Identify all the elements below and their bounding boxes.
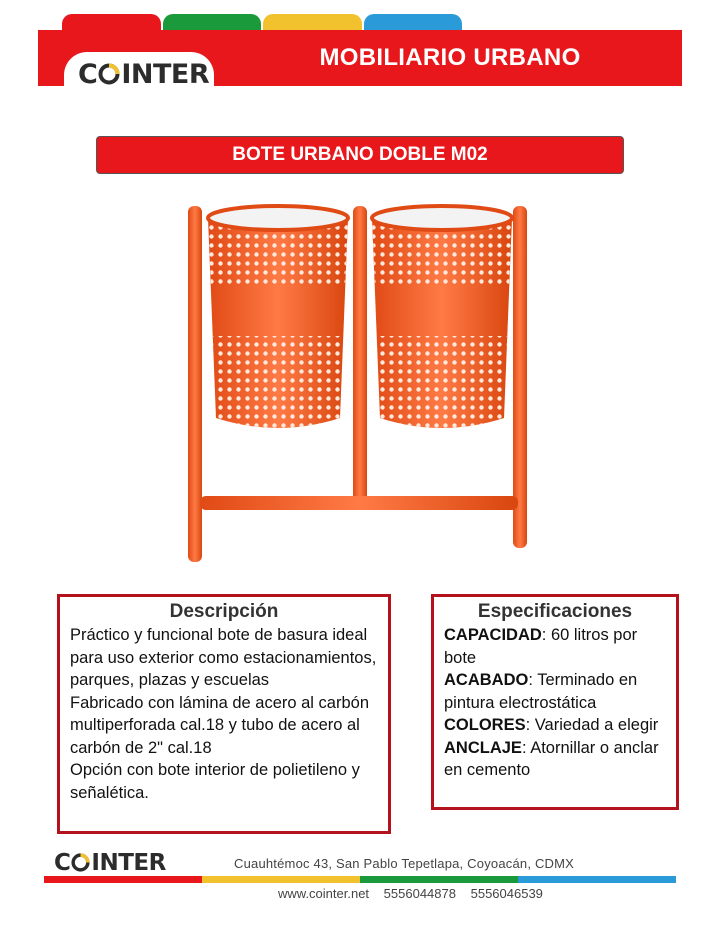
- spec-colores: COLORES: Variedad a elegir: [444, 716, 659, 734]
- footer-logo: C INTER: [54, 850, 166, 876]
- logo-o-icon: [98, 63, 120, 85]
- description-text-3: Opción con bote interior de polietileno y señalética.: [70, 761, 360, 802]
- left-pole: [188, 206, 202, 562]
- page-title: MOBILIARIO URBANO: [319, 44, 581, 71]
- footer-logo-o-icon: [71, 853, 90, 872]
- footer-contact: [278, 886, 553, 901]
- center-pole: [353, 206, 367, 506]
- right-pole: [513, 206, 527, 548]
- specifications-box: [431, 594, 679, 810]
- description-text-2: Fabricado con lámina de acero al carbón multiperforada cal.18 y tubo de acero al carbón de 2" cal.18: [70, 693, 370, 757]
- footer-address: Cuauhtémoc 43, San Pablo Tepetlapa, Coyoacán, CDMX: [234, 856, 575, 871]
- description-box: [57, 594, 391, 834]
- double-bin-image: [180, 196, 540, 568]
- cointer-logo: C INTER: [78, 59, 210, 90]
- spec-acabado: ACABADO: Terminado en pintura electrostática: [444, 671, 638, 712]
- footer-website[interactable]: www.cointer.net: [278, 886, 370, 901]
- spec-anclaje: ANCLAJE: Atornillar o anclar en cemento: [444, 738, 659, 779]
- product-title: BOTE URBANO DOBLE M02: [96, 136, 624, 174]
- left-bin: [208, 206, 348, 428]
- description-title: Descripción: [169, 601, 279, 622]
- description-text-1: Práctico y funcional bote de basura ideal para uso exterior como estacionamientos, parques, plazas y escuelas: [70, 626, 377, 689]
- spec-capacidad: CAPACIDAD: 60 litros por bote: [444, 626, 638, 667]
- footer-color-stripe: [44, 876, 676, 883]
- footer-phone-2: 5556046539: [470, 886, 543, 901]
- footer-phone-1: 5556044878: [383, 886, 456, 901]
- right-bin: [372, 206, 512, 428]
- base-bar: [200, 496, 518, 510]
- specifications-title: Especificaciones: [477, 601, 633, 622]
